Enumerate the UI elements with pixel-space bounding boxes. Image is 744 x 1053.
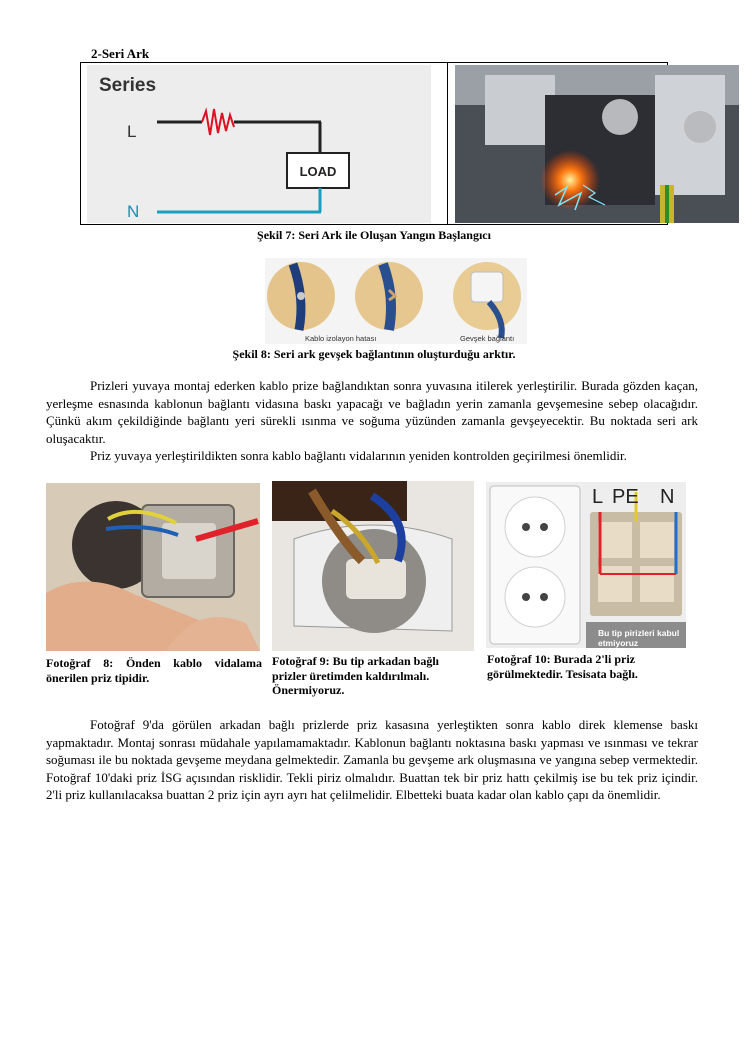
photo10-label-pe: PE	[612, 486, 639, 508]
paragraph-2: Priz yuvaya yerleştirildikten sonra kablo bağlantı vidalarının yeniden kontrolden geçirilmesi önemlidir.	[90, 448, 627, 463]
photo-9	[272, 481, 474, 651]
diagram-title: Series	[99, 75, 157, 96]
figure-8-caption: Şekil 8: Seri ark gevşek bağlantının oluşturduğu arktır.	[232, 347, 516, 361]
paragraph-3: Fotoğraf 9'da görülen arkadan bağlı prizlerde priz kasasına yerleştikten sonra kablo direk klemense baskı yapmaktadır. Montaj sonrası müdahale yapılamamaktadır. Kablonun bağlantı noktasına baskı yapması ve ısınması ve tekrar soğuması ile bu noktada gevşeme meydana gelmektedir. Zamanla bu gevşeme ark oluşmasına ve yangına sebep vermektedir. Fotoğraf 10'daki priz İSG açısından risklidir. Tekli piriz olmalıdır. Buattan tek bir priz hattı çekilmiş ise bu tek priz içindir. 2'li priz kullanılacaksa buattan 2 priz için ayrı ayrı hat çelilmelidir. Elbetteki buata kadar olan kablo çapı da önemlidir.	[46, 717, 698, 802]
photo-8-caption: Fotoğraf 8: Önden kablo vidalama önerilen priz tipidir.	[46, 656, 262, 685]
paragraph-1: Prizleri yuvaya montaj ederken kablo prize bağlandıktan sonra yuvasına itilerek yerleştirilir. Burada gözden kaçan, yerleşme esnasında kablonun bağlantı vidasına baskı yapacağı ve bağladın yerin zamanla gevşemesine sebep olacağıdır. Çünkü akım çekildiğinde bağlantı yeri sürekli ısınma ve soğuma yüzünden zamanla gevşeyecektir. Bu noktada seri ark oluşacaktır.	[46, 378, 698, 446]
line-label: L	[127, 122, 137, 141]
fig8-label-right: Gevşek bağlantı	[460, 334, 515, 343]
fig8-label-left: Kablo izolayon hatası	[305, 334, 377, 343]
neutral-label: N	[127, 202, 140, 221]
photo-10-caption: Fotoğraf 10: Burada 2'li priz görülmektedir. Tesisata bağlı.	[487, 652, 638, 681]
photo10-label-l: L	[592, 486, 604, 508]
arc-resistor-icon	[202, 109, 234, 135]
figure-8	[265, 258, 527, 344]
photo10-label-n: N	[660, 486, 675, 508]
photo10-note-line2: etmiyoruz	[598, 638, 639, 648]
arc-fire-photo	[455, 65, 739, 223]
photo-9-caption: Fotoğraf 9: Bu tip arkadan bağlı prizler üretimden kaldırılmalı. Önermiyoruz.	[272, 654, 440, 697]
photo-8	[46, 483, 260, 651]
figure-7-caption: Şekil 7: Seri Ark ile Oluşan Yangın Başlangıcı	[257, 228, 491, 242]
section-heading: 2-Seri Ark	[91, 46, 150, 61]
photo-10	[486, 482, 686, 648]
load-label: LOAD	[299, 164, 337, 179]
series-arc-diagram	[87, 65, 431, 223]
photo10-note-line1: Bu tip pirizleri kabul	[598, 628, 680, 638]
series-circuit-svg	[87, 65, 431, 223]
figure-7	[80, 62, 668, 225]
figure-divider	[447, 63, 448, 224]
